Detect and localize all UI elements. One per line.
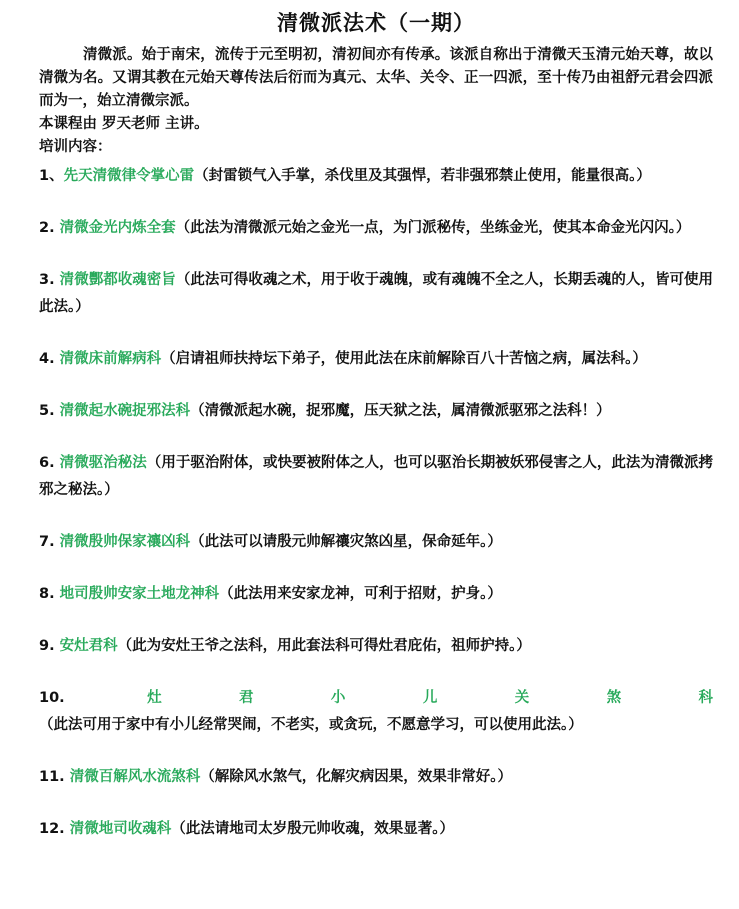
item-number: 10. [39, 690, 148, 706]
course-item [39, 450, 713, 504]
item-name: 地司殷帅安家土地龙神科 [59, 586, 220, 602]
item-name: 清微殷帅保家禳凶科 [59, 534, 191, 550]
course-item [39, 267, 713, 321]
item-name: 灶君小儿关煞科 [147, 690, 713, 706]
item-description: （封雷锁气入手掌，杀伐里及其强悍，若非强邪禁止使用，能量很高。） [194, 168, 651, 184]
item-name: 清微起水碗捉邪法科 [59, 403, 191, 419]
item-name: 清微金光内炼全套 [59, 220, 176, 236]
item-name: 清微地司收魂科 [69, 821, 172, 837]
item-description: （清微派起水碗，捉邪魔，压天狱之法，属清微派驱邪之法科！） [190, 403, 611, 419]
item-name: 清微驱治秘法 [59, 455, 147, 471]
item-description: （此为安灶王爷之法科，用此套法科可得灶君庇佑，祖师护持。） [117, 638, 531, 654]
item-description: （启请祖师扶持坛下弟子，使用此法在床前解除百八十苦恼之病，属法科。） [161, 351, 647, 367]
item-number: 12. [39, 821, 70, 837]
teacher-line: 本课程由 罗天老师 主讲。 [39, 116, 209, 132]
content-label: 培训内容： [39, 139, 112, 155]
course-item [39, 764, 713, 791]
item-number: 1、 [39, 168, 64, 184]
item-name: 安灶君科 [59, 638, 118, 654]
item-number: 9. [39, 638, 60, 654]
course-item [39, 215, 713, 242]
item-number: 6. [39, 455, 60, 471]
item-number: 5. [39, 403, 60, 419]
item-name: 先天清微律令掌心雷 [63, 168, 195, 184]
item-number: 4. [39, 351, 60, 367]
item-number: 3. [39, 272, 60, 288]
course-list [39, 163, 713, 843]
item-number: 2. [39, 220, 60, 236]
course-item [39, 398, 713, 425]
document-title: 清微派法术（一期） [277, 11, 475, 35]
course-item [39, 581, 713, 608]
course-item [39, 816, 713, 843]
item-description: （用于驱治附体，或快要被附体之人，也可以驱治长期被妖邪侵害之人，此法为清微派拷邪之秘法。） [39, 455, 714, 498]
item-description: （此法可以请殷元帅解禳灾煞凶星，保命延年。） [190, 534, 502, 550]
item-number: 11. [39, 769, 70, 785]
item-description: （解除风水煞气，化解灾病因果，效果非常好。） [200, 769, 512, 785]
item-name: 清微酆都收魂密旨 [59, 272, 176, 288]
item-number: 7. [39, 534, 60, 550]
item-number: 8. [39, 586, 60, 602]
item-description: （此法可用于家中有小儿经常哭闹，不老实，或贪玩，不愿意学习，可以使用此法。） [39, 717, 583, 733]
intro-paragraph: 清微派。始于南宋，流传于元至明初，清初间亦有传承。该派自称出于清微天玉清元始天尊，故以清微为名。又谓其教在元始天尊传法后衍而为真元、太华、关令、正一四派，至十传乃由祖舒元君会四派而为一，始立清微宗派。 [39, 47, 713, 109]
item-description: （此法为清微派元始之金光一点，为门派秘传，坐练金光，使其本命金光闪闪。） [175, 220, 691, 236]
item-name: 清微床前解病科 [59, 351, 162, 367]
item-description: （此法可得收魂之术，用于收于魂魄，或有魂魄不全之人，长期丢魂的人，皆可使用此法。） [39, 272, 713, 315]
course-item [39, 529, 713, 556]
item-description: （此法请地司太岁殷元帅收魂，效果显著。） [171, 821, 454, 837]
item-name: 清微百解风水流煞科 [69, 769, 201, 785]
course-item [39, 685, 713, 739]
course-item [39, 163, 713, 190]
item-description: （此法用来安家龙神，可利于招财，护身。） [219, 586, 502, 602]
course-item [39, 346, 713, 373]
course-item [39, 633, 713, 660]
